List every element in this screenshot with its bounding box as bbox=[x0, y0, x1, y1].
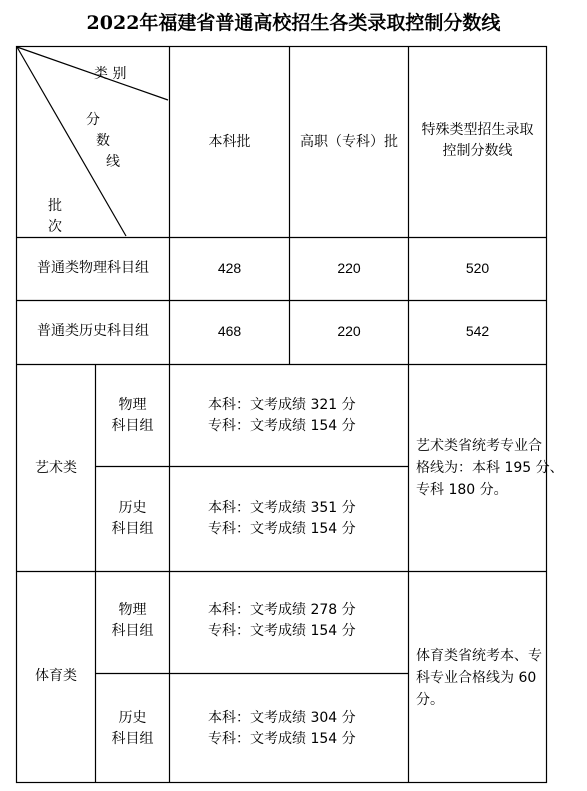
header-score-char-3: 线 bbox=[106, 154, 120, 170]
art-history-undergrad-line: 本科：文考成绩 351 分 bbox=[208, 500, 356, 516]
art-history-group-2: 科目组 bbox=[111, 521, 154, 537]
header-batch-char-2: 次 bbox=[48, 219, 62, 235]
sport-physics-vocational-line: 专科：文考成绩 154 分 bbox=[208, 623, 356, 639]
sport-history-group-1: 历史 bbox=[118, 710, 147, 726]
header-score-char-2: 数 bbox=[96, 133, 110, 149]
header-special-line-2: 控制分数线 bbox=[442, 143, 513, 159]
row-history-vocational: 220 bbox=[337, 323, 361, 339]
sport-note-line-2: 科专业合格线为 60 bbox=[416, 670, 537, 686]
header-vocational: 高职（专科）批 bbox=[300, 134, 398, 150]
header-category-label: 类 别 bbox=[94, 66, 127, 82]
header-batch-char-1: 批 bbox=[48, 198, 62, 214]
sport-physics-undergrad-line: 本科：文考成绩 278 分 bbox=[208, 602, 356, 618]
sport-physics-group-2: 科目组 bbox=[111, 623, 154, 639]
art-label: 艺术类 bbox=[35, 460, 77, 476]
row-history-undergrad: 468 bbox=[217, 323, 242, 339]
sport-label: 体育类 bbox=[35, 668, 77, 684]
sport-history-vocational-line: 专科：文考成绩 154 分 bbox=[208, 731, 356, 747]
art-physics-vocational-line: 专科：文考成绩 154 分 bbox=[208, 418, 356, 434]
sport-note-line-3: 分。 bbox=[416, 692, 444, 708]
header-special-line-1: 特殊类型招生录取 bbox=[421, 122, 534, 138]
sport-history-group-2: 科目组 bbox=[111, 731, 154, 747]
art-note-line-3: 专科 180 分。 bbox=[416, 482, 508, 498]
art-physics-undergrad-line: 本科：文考成绩 321 分 bbox=[208, 397, 356, 413]
document-title: 2022年福建省普通高校招生各类录取控制分数线 bbox=[86, 12, 501, 34]
row-physics-label: 普通类物理科目组 bbox=[37, 260, 149, 276]
row-physics-undergrad: 428 bbox=[217, 260, 242, 276]
art-physics-group-2: 科目组 bbox=[111, 418, 154, 434]
art-note-line-1: 艺术类省统考专业合 bbox=[416, 438, 542, 454]
header-diagonal-1 bbox=[17, 47, 168, 100]
row-physics-special: 520 bbox=[465, 260, 490, 276]
row-physics-vocational: 220 bbox=[337, 260, 361, 276]
art-history-group-1: 历史 bbox=[118, 500, 147, 516]
header-undergrad: 本科批 bbox=[208, 134, 251, 150]
art-history-vocational-line: 专科：文考成绩 154 分 bbox=[208, 521, 356, 537]
art-physics-group-1: 物理 bbox=[118, 397, 147, 413]
art-note-line-2: 格线为：本科 195 分、 bbox=[416, 460, 564, 476]
sport-note-line-1: 体育类省统考本、专 bbox=[416, 648, 542, 664]
row-history-label: 普通类历史科目组 bbox=[37, 323, 149, 339]
sport-physics-group-1: 物理 bbox=[118, 602, 147, 618]
sport-history-undergrad-line: 本科：文考成绩 304 分 bbox=[208, 710, 356, 726]
row-history-special: 542 bbox=[465, 323, 490, 339]
header-score-char-1: 分 bbox=[86, 112, 100, 128]
